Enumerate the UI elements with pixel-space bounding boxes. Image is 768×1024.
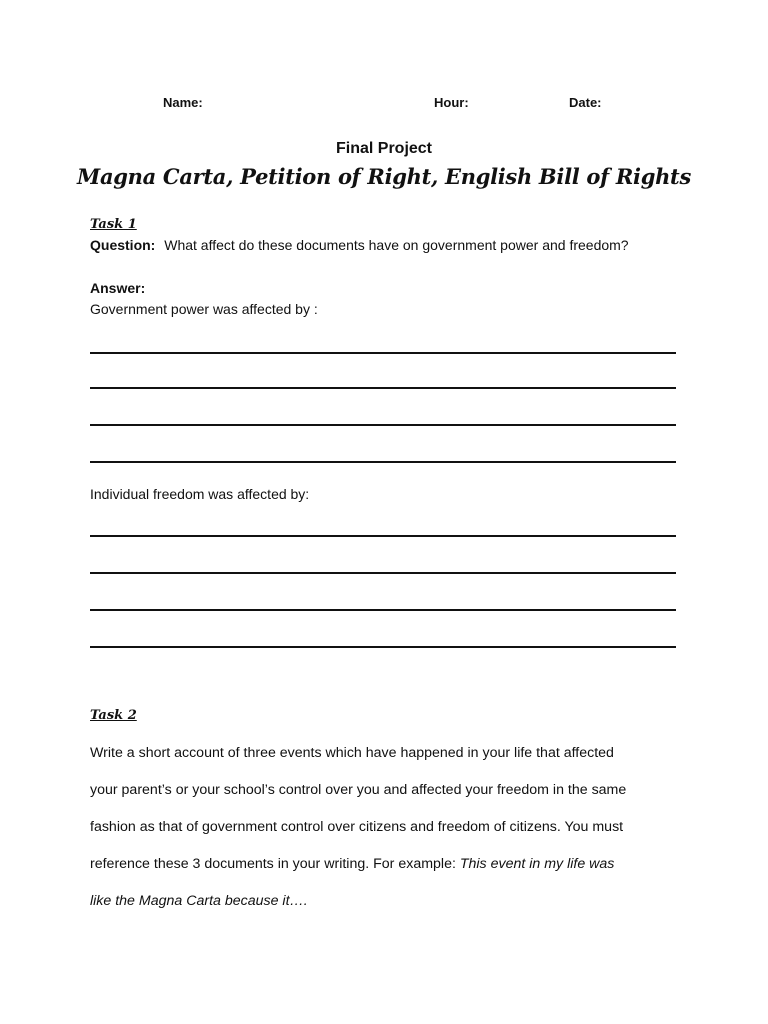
task2-line: fashion as that of government control over citizens and freedom of citizens. You must [90,819,624,835]
task1-heading: Task 1 [90,217,137,232]
answer-line [90,387,676,389]
answer-line [90,609,676,611]
prompt-government-power: Government power was affected by : [90,301,318,317]
answer-label: Answer: [90,280,146,296]
date-label: Date: [569,95,602,110]
task2-line4-text: reference these 3 documents in your writing. For example: [90,856,460,872]
document-subtitle: Final Project [335,140,433,157]
task2-line [90,883,680,920]
example-text-continued: like the Magna Carta because it…. [90,893,308,909]
answer-line [90,424,676,426]
document-title: Magna Carta, Petition of Right, English Bill of Rights [77,164,691,189]
prompt-individual-freedom: Individual freedom was affected by: [90,486,310,502]
question-text: What affect do these documents have on government power and freedom? [164,237,629,253]
task2-line [90,846,680,883]
task2-line: your parent’s or your school’s control over you and affected your freedom in the same [90,782,627,798]
answer-line [90,535,676,537]
example-text: This event in my life was [459,856,615,872]
task2-heading: Task 2 [90,708,137,723]
answer-line [90,352,676,354]
task2-instructions [90,735,680,920]
task1-question [90,237,629,253]
question-label: Question: [90,237,156,253]
answer-line [90,572,676,574]
name-label: Name: [163,95,203,110]
task2-line: Write a short account of three events which have happened in your life that affected [90,745,614,761]
hour-label: Hour: [434,95,469,110]
answer-line [90,646,676,648]
answer-line [90,461,676,463]
